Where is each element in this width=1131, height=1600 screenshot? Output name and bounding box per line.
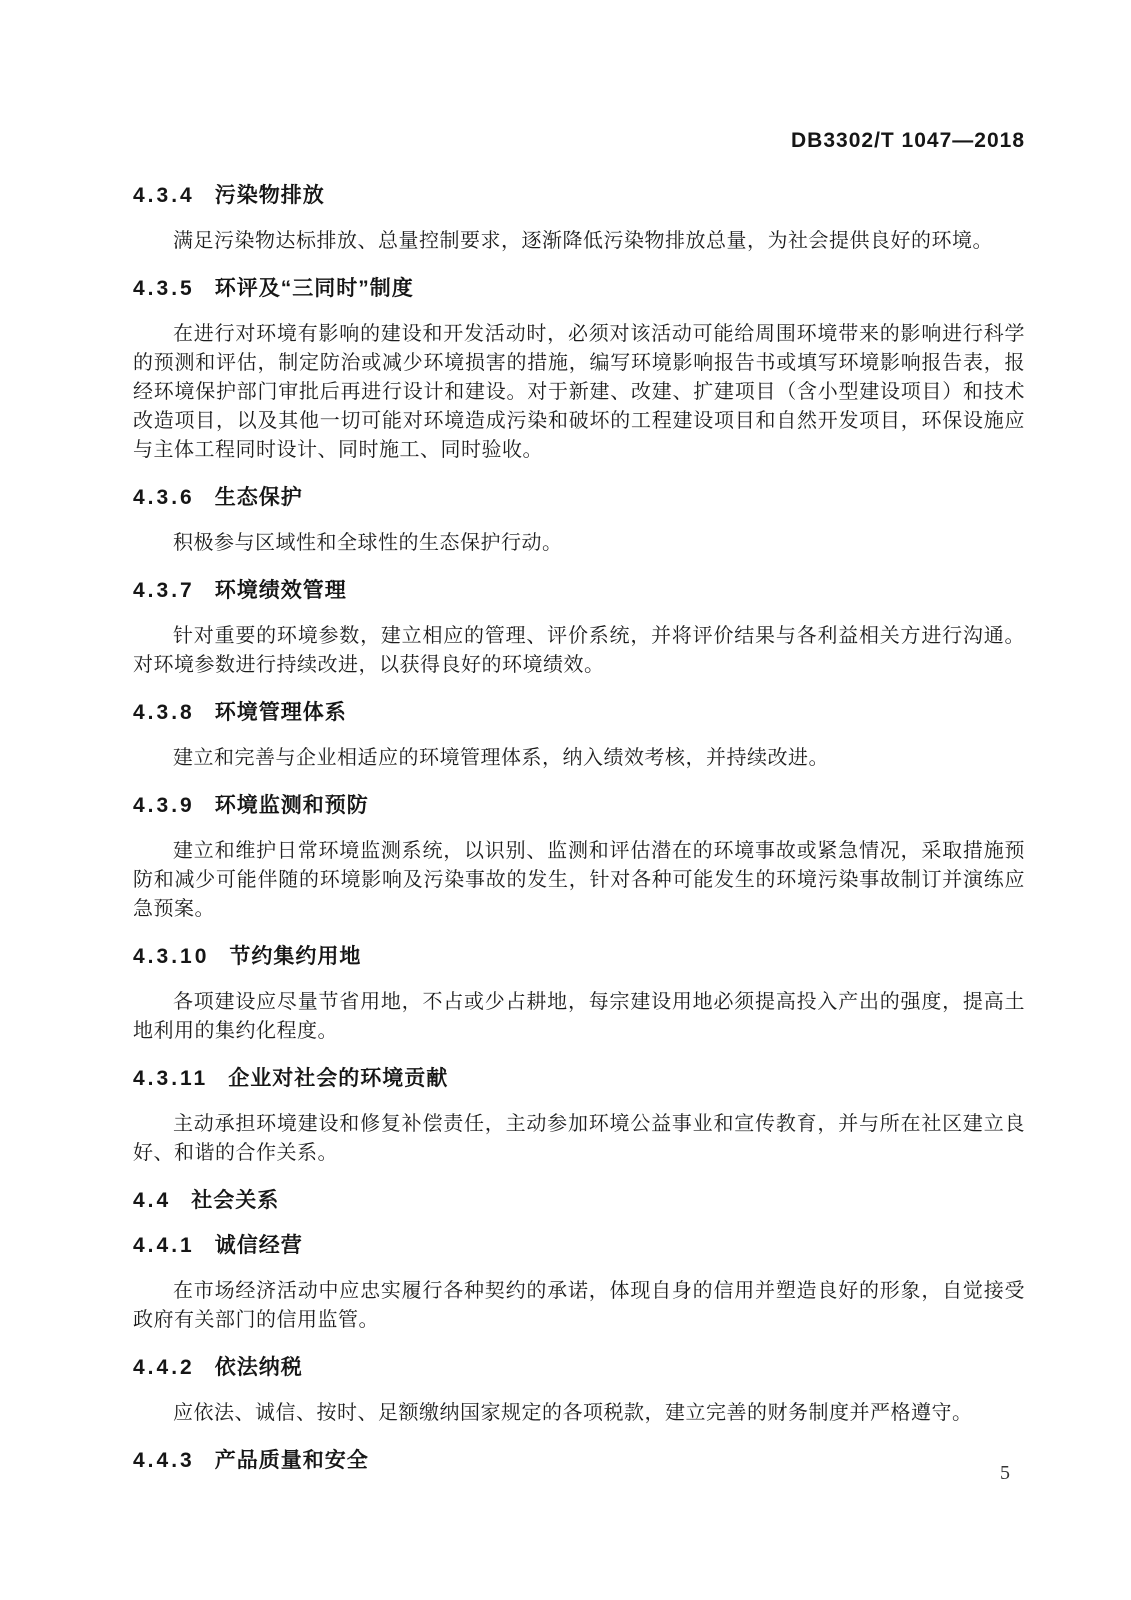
section-4-3-7 — [133, 579, 1025, 680]
section-title: 依法纳税 — [214, 1356, 303, 1379]
section-title: 生态保护 — [214, 486, 303, 509]
section-paragraph: 在进行对环境有影响的建设和开发活动时，必须对该活动可能给周围环境带来的影响进行科学的预测和评估，制定防治或减少环境损害的措施，编写环境影响报告书或填写环境影响报告表，报经环境保护部门审批后再进行设计和建设。对于新建、改建、扩建项目（含小型建设项目）和技术改造项目，以及其他一切可能对环境造成污染和破坏的工程建设项目和自然开发项目，环保设施应与主体工程同时设计、同时施工、同时验收。 — [133, 323, 1025, 461]
section-title: 社会关系 — [191, 1189, 280, 1212]
document-content — [133, 184, 1025, 1473]
section-title: 节约集约用地 — [229, 945, 362, 968]
section-heading — [133, 1234, 1025, 1258]
section-number: 4.4 — [133, 1189, 172, 1212]
section-heading — [133, 1067, 1025, 1091]
section-heading — [133, 701, 1025, 725]
section-heading — [133, 184, 1025, 208]
section-title: 污染物排放 — [214, 184, 325, 207]
section-4-4-1 — [133, 1234, 1025, 1335]
page-number: 5 — [1000, 1462, 1010, 1484]
section-4-4-2 — [133, 1356, 1025, 1428]
section-title: 诚信经营 — [214, 1234, 303, 1257]
section-heading — [133, 1449, 1025, 1473]
section-paragraph: 积极参与区域性和全球性的生态保护行动。 — [173, 532, 563, 554]
page-header — [133, 130, 1025, 152]
section-heading — [133, 794, 1025, 818]
section-number: 4.3.8 — [133, 701, 195, 724]
section-4-3-9 — [133, 794, 1025, 924]
section-number: 4.3.11 — [133, 1067, 209, 1090]
section-number: 4.3.9 — [133, 794, 195, 817]
section-4-3-4 — [133, 184, 1025, 256]
section-paragraph: 满足污染物达标排放、总量控制要求，逐渐降低污染物排放总量，为社会提供良好的环境。 — [173, 230, 993, 252]
doc-number: DB3302/T 1047—2018 — [791, 129, 1025, 152]
section-4-3-11 — [133, 1067, 1025, 1168]
section-number: 4.3.7 — [133, 579, 195, 602]
section-heading — [133, 1356, 1025, 1380]
section-number: 4.3.10 — [133, 945, 210, 968]
section-title: 环评及“三同时”制度 — [214, 277, 414, 300]
section-title: 产品质量和安全 — [214, 1449, 369, 1472]
section-title: 企业对社会的环境贡献 — [228, 1067, 449, 1090]
section-number: 4.4.2 — [133, 1356, 195, 1379]
section-title: 环境管理体系 — [214, 701, 347, 724]
section-4-3-8 — [133, 701, 1025, 773]
section-paragraph: 应依法、诚信、按时、足额缴纳国家规定的各项税款，建立完善的财务制度并严格遵守。 — [173, 1402, 973, 1424]
section-paragraph: 针对重要的环境参数，建立相应的管理、评价系统，并将评价结果与各利益相关方进行沟通。对环境参数进行持续改进，以获得良好的环境绩效。 — [133, 625, 1025, 676]
section-paragraph: 在市场经济活动中应忠实履行各种契约的承诺，体现自身的信用并塑造良好的形象，自觉接受政府有关部门的信用监管。 — [133, 1280, 1025, 1331]
section-title: 环境监测和预防 — [214, 794, 369, 817]
section-heading — [133, 579, 1025, 603]
section-heading — [133, 945, 1025, 969]
section-number: 4.3.6 — [133, 486, 195, 509]
section-4-3-5 — [133, 277, 1025, 465]
section-4-3-6 — [133, 486, 1025, 558]
section-heading — [133, 1189, 1025, 1213]
section-paragraph: 主动承担环境建设和修复补偿责任，主动参加环境公益事业和宣传教育，并与所在社区建立良好、和谐的合作关系。 — [133, 1113, 1025, 1164]
section-paragraph: 建立和维护日常环境监测系统，以识别、监测和评估潜在的环境事故或紧急情况，采取措施预防和减少可能伴随的环境影响及污染事故的发生，针对各种可能发生的环境污染事故制订并演练应急预案。 — [133, 840, 1025, 920]
section-heading — [133, 486, 1025, 510]
section-number: 4.4.3 — [133, 1449, 195, 1472]
section-4-4-3 — [133, 1449, 1025, 1473]
section-4-3-10 — [133, 945, 1025, 1046]
section-paragraph: 各项建设应尽量节省用地，不占或少占耕地，每宗建设用地必须提高投入产出的强度，提高土地利用的集约化程度。 — [133, 991, 1025, 1042]
section-heading — [133, 277, 1025, 301]
section-number: 4.3.5 — [133, 277, 195, 300]
section-number: 4.4.1 — [133, 1234, 195, 1257]
page-footer — [1000, 1462, 1010, 1485]
section-number: 4.3.4 — [133, 184, 195, 207]
section-paragraph: 建立和完善与企业相适应的环境管理体系，纳入绩效考核，并持续改进。 — [173, 747, 829, 769]
section-4-4 — [133, 1189, 1025, 1213]
section-title: 环境绩效管理 — [214, 579, 347, 602]
